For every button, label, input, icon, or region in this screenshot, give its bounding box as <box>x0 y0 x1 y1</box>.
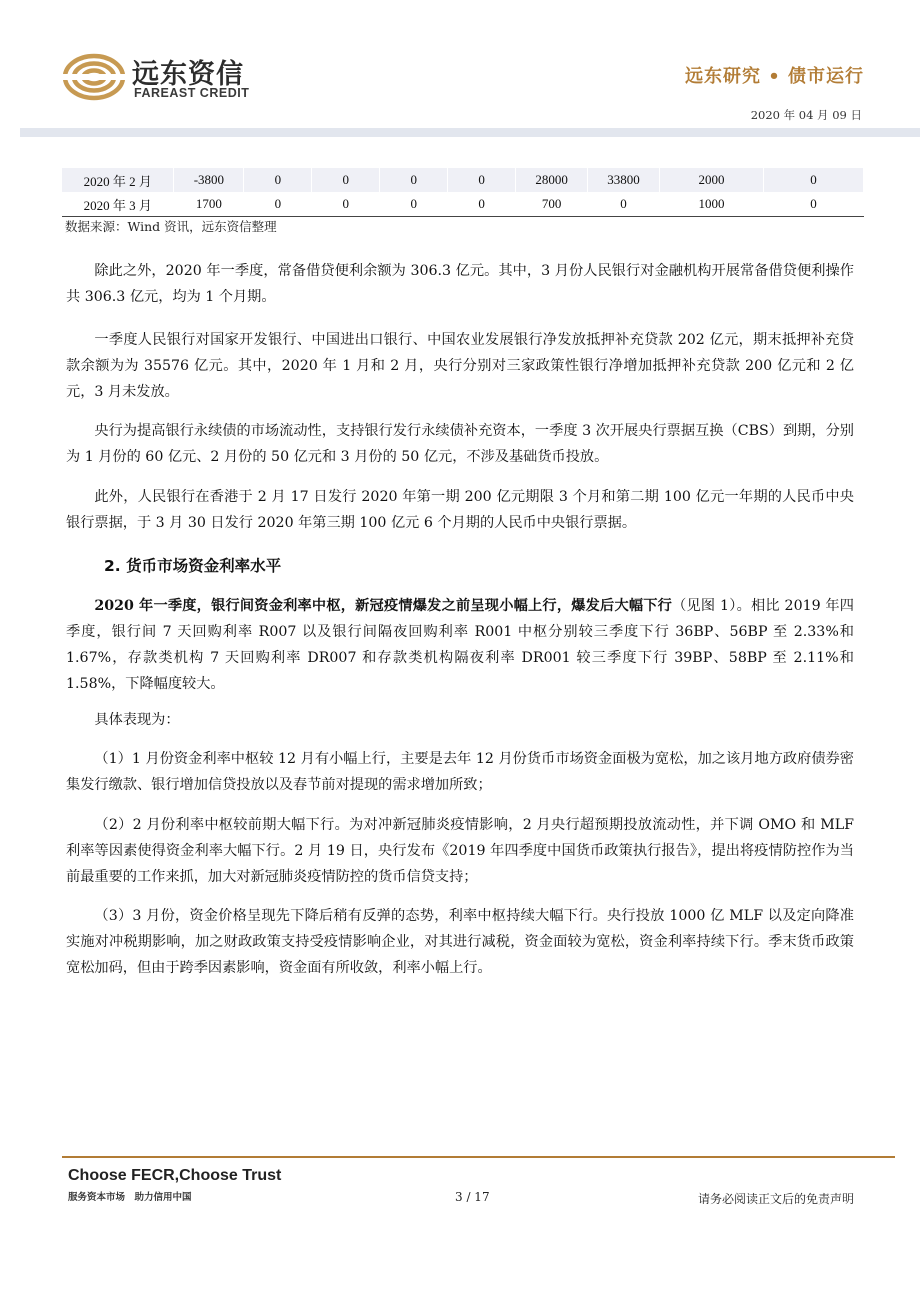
logo-chinese-name: 远东资信 <box>132 59 244 90</box>
paragraph-hk-bills: 此外，人民银行在香港于 2 月 17 日发行 2020 年第一期 200 亿元期限 3 个月和第二期 100 亿元一年期的人民币中央银行票据，于 3 月 30 日发行 2020 年第三期 100 亿元 6 个月期的人民币中央银行票据。 <box>66 489 854 531</box>
company-logo <box>62 50 262 110</box>
paragraph-rate-detail: （见图 1）。相比 2019 年四季度，银行间 7 天回购利率 R007 以及银行间隔夜回购利率 R001 中枢分别较三季度下行 36BP、56BP 至 2.33%和 1.67%，存款类机构 7 天回购利率 DR007 和存款类机构隔夜利率 DR001 较三季度下行 39BP、58BP 至 2.11%和 1.58%，下降幅度较大。 <box>66 598 854 692</box>
paragraph-slf: 除此之外，2020 年一季度，常备借贷便利余额为 306.3 亿元。其中，3 月份人民银行对金融机构开展常备借贷便利操作共 306.3 亿元，均为 1 个月期。 <box>66 263 854 305</box>
table-cell: 0 <box>448 168 516 192</box>
table-cell: 0 <box>380 168 448 192</box>
table-cell: 0 <box>244 168 312 192</box>
table-cell: 0 <box>244 192 312 217</box>
table-cell: 1000 <box>660 192 764 217</box>
header-divider-bar <box>20 128 920 137</box>
paragraph-february: （2）2 月份利率中枢较前期大幅下行。为对冲新冠肺炎疫情影响，2 月央行超预期投放流动性，并下调 OMO 和 MLF 利率等因素使得资金利率大幅下行。2 月 19 日，央行发布《2019 年四季度中国货币政策执行报告》，提出将疫情防控作为当前最重要的工作来抓，加大对新冠肺炎疫情防控的货币信贷支持； <box>66 817 854 885</box>
report-date: 2020 年 04 月 09 日 <box>750 108 862 122</box>
table-cell: 0 <box>763 192 863 217</box>
table-cell: 33800 <box>588 168 660 192</box>
footer-disclaimer: 请务必阅读正文后的免责声明 <box>697 1192 854 1206</box>
paragraph-rate-summary <box>66 593 854 697</box>
footer-divider <box>62 1156 895 1158</box>
table-cell: -3800 <box>174 168 244 192</box>
report-series-title: 远东研究 • 债市运行 <box>684 66 864 87</box>
table-cell: 2020 年 3 月 <box>62 192 174 217</box>
paragraph-psl: 一季度人民银行对国家开发银行、中国进出口银行、中国农业发展银行净发放抵押补充贷款 202 亿元，期末抵押补充贷款余额为为 35576 亿元。其中，2020 年 1 月和 2 月，央行分别对三家政策性银行净增加抵押补充贷款 200 亿元和 2 亿元，3 月未发放。 <box>66 332 854 400</box>
table-cell: 2020 年 2 月 <box>62 168 174 192</box>
footer-slogan: 服务资本市场 助力信用中国 <box>68 1192 192 1203</box>
table-cell: 700 <box>516 192 588 217</box>
table-cell: 2000 <box>660 168 764 192</box>
data-table <box>62 168 864 217</box>
table-cell: 0 <box>588 192 660 217</box>
table-cell: 0 <box>312 192 380 217</box>
page-header <box>0 0 920 140</box>
paragraph-lead-bold: 2020 年一季度，银行间资金利率中枢，新冠疫情爆发之前呈现小幅上行，爆发后大幅下行 <box>94 598 673 614</box>
logo-english-name: FAREAST CREDIT <box>134 86 250 100</box>
paragraph-january: （1）1 月份资金利率中枢较 12 月有小幅上行，主要是去年 12 月份货币市场资金面极为宽松，加之该月地方政府债券密集发行缴款、银行增加信贷投放以及春节前对提现的需求增加所致； <box>66 751 854 793</box>
table-cell: 0 <box>312 168 380 192</box>
section-heading: 2. 货币市场资金利率水平 <box>104 557 282 575</box>
table-row <box>62 168 864 192</box>
data-source-note: 数据来源：Wind 资讯，远东资信整理 <box>65 219 277 234</box>
table-cell: 1700 <box>174 192 244 217</box>
table-cell: 0 <box>448 192 516 217</box>
page-number: 3 / 17 <box>455 1190 490 1204</box>
paragraph-intro: 具体表现为： <box>94 712 180 728</box>
table-cell: 0 <box>380 192 448 217</box>
table-row <box>62 192 864 217</box>
fareast-logo-icon <box>62 50 126 104</box>
paragraph-cbs: 央行为提高银行永续债的市场流动性，支持银行发行永续债补充资本，一季度 3 次开展央行票据互换（CBS）到期，分别为 1 月份的 60 亿元、2 月份的 50 亿元和 3 月份的 50 亿元，不涉及基础货币投放。 <box>66 423 854 465</box>
footer-brand-tagline: Choose FECR,Choose Trust <box>68 1167 282 1184</box>
table-cell: 28000 <box>516 168 588 192</box>
paragraph-march: （3）3 月份，资金价格呈现先下降后稍有反弹的态势，利率中枢持续大幅下行。央行投放 1000 亿 MLF 以及定向降准实施对冲税期影响，加之财政政策支持受疫情影响企业，对其进行减税，资金面较为宽松，资金利率持续下行。季末货币政策宽松加码，但由于跨季因素影响，资金面有所收敛，利率小幅上行。 <box>66 908 854 976</box>
table-cell: 0 <box>763 168 863 192</box>
